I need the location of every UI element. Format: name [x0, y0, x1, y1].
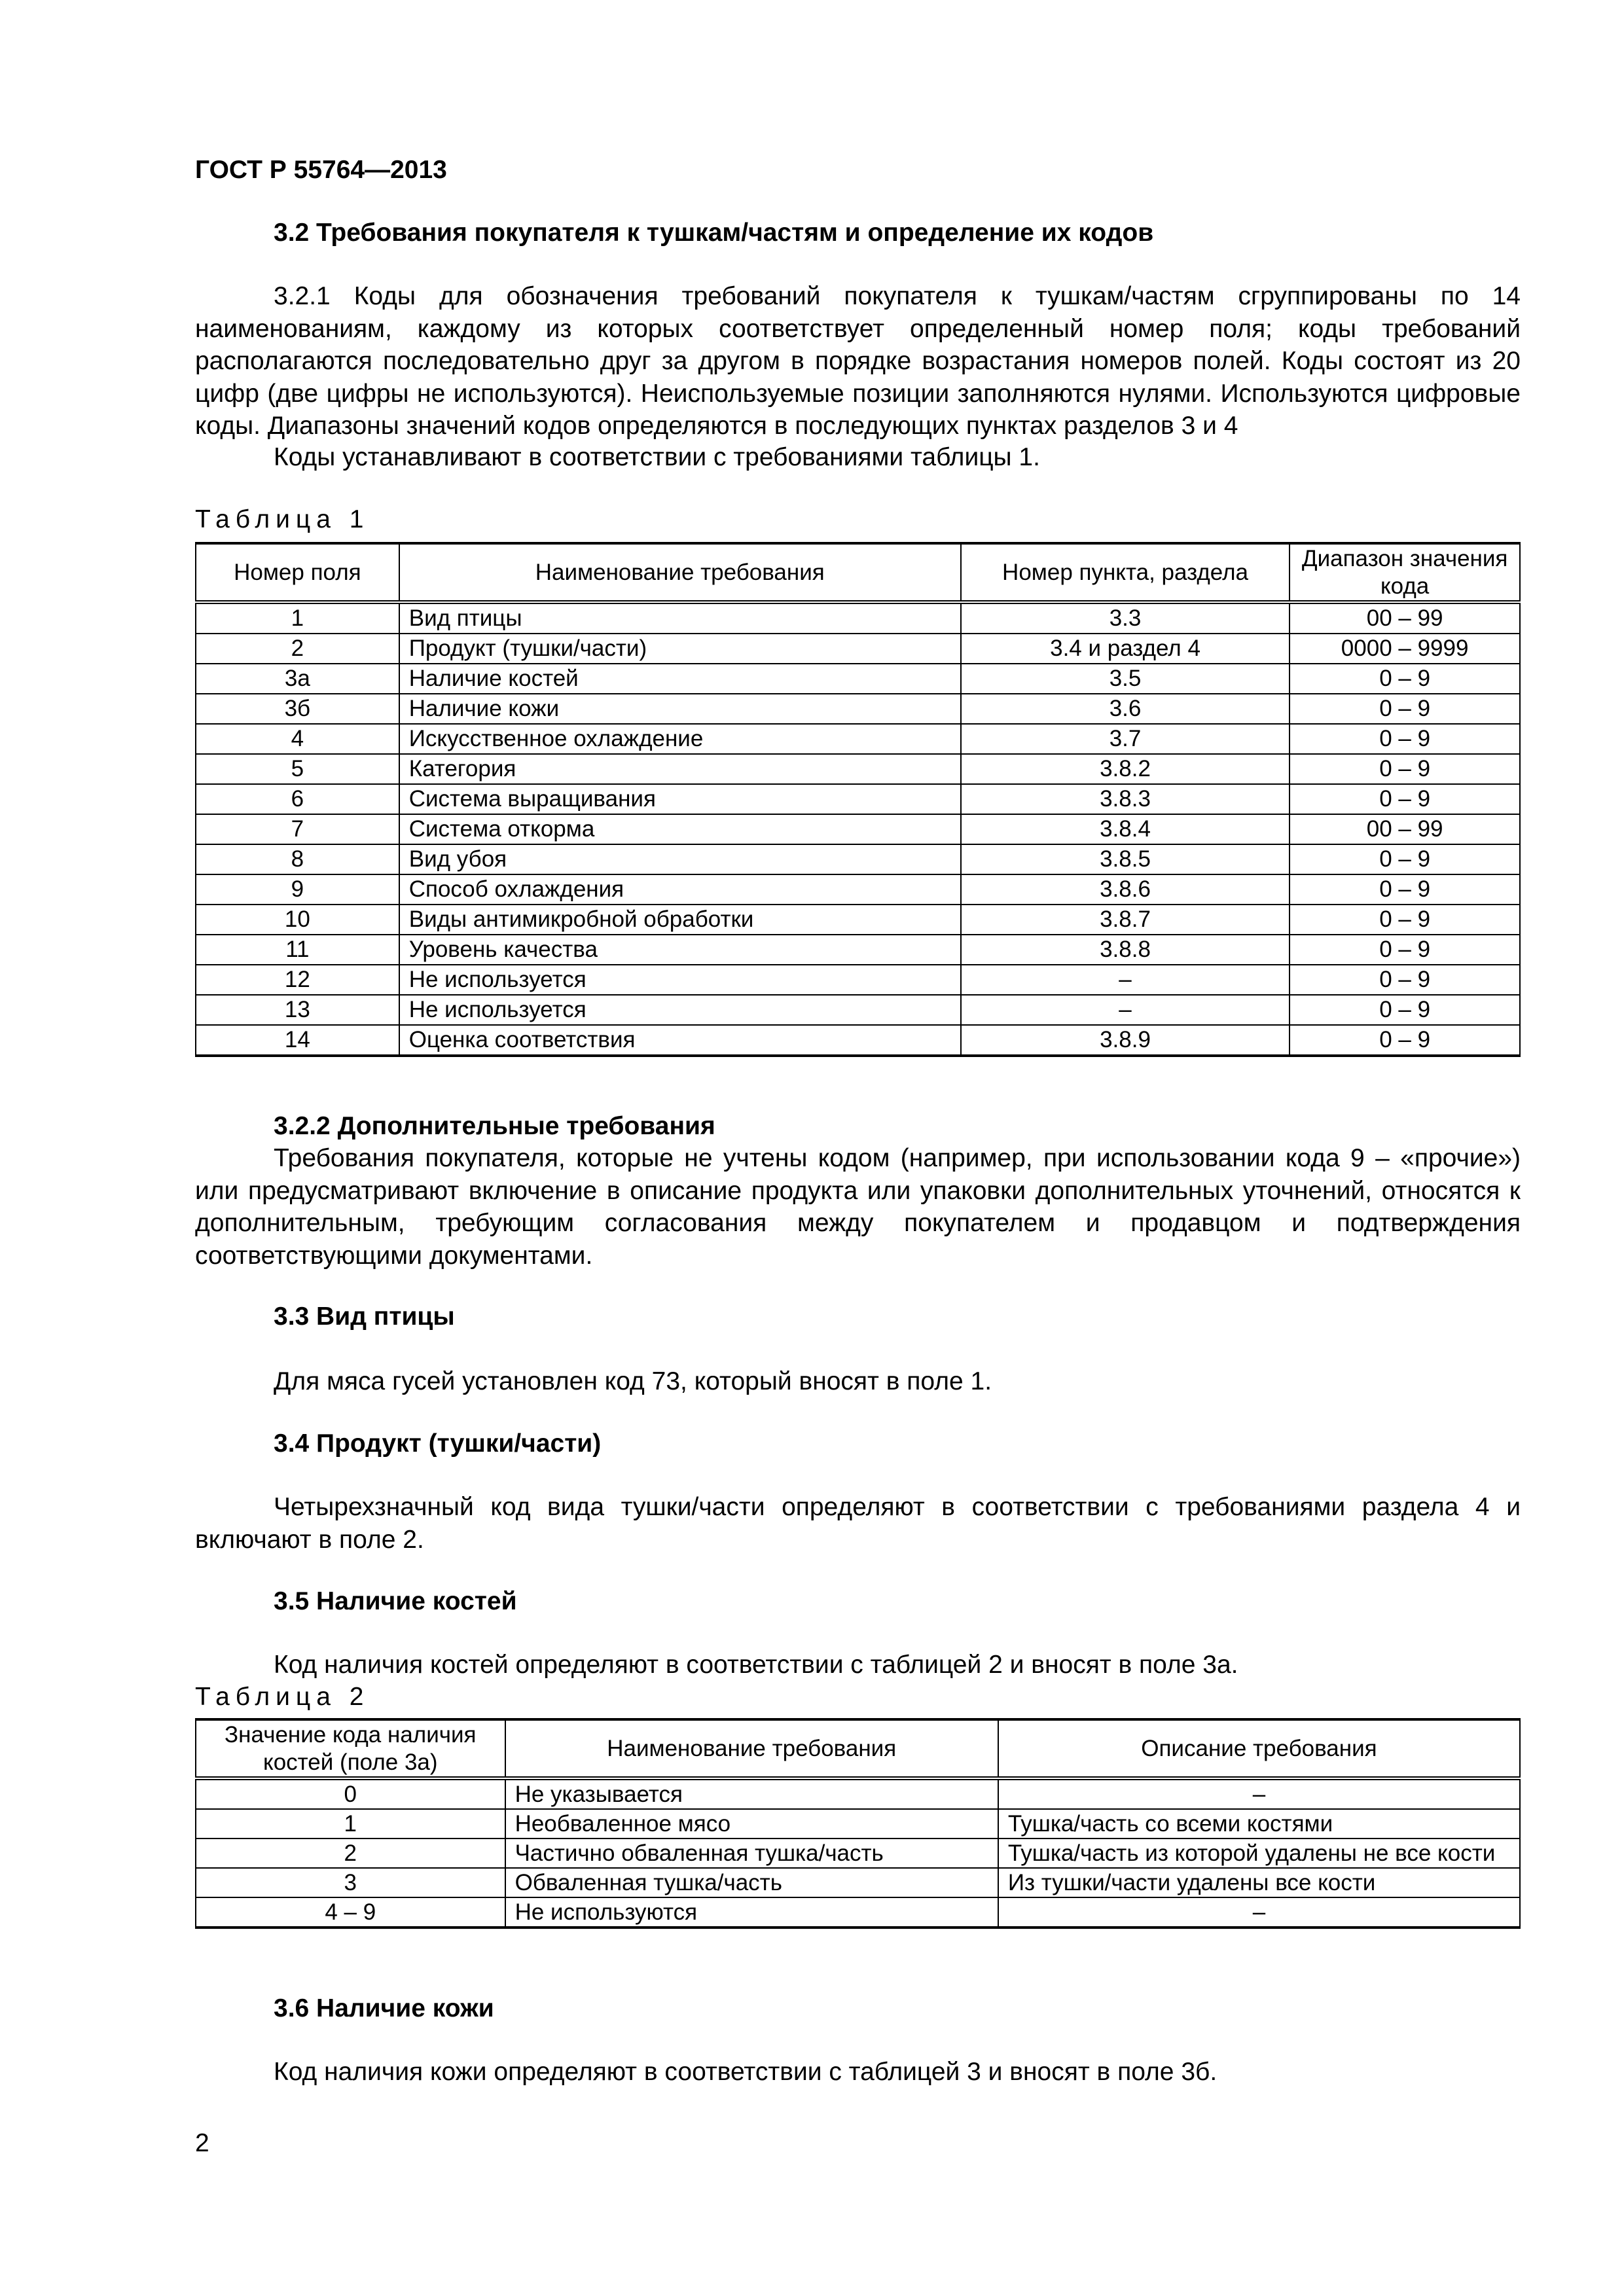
table-cell: Продукт (тушки/части): [399, 634, 961, 664]
table-cell: 3.8.5: [961, 844, 1290, 874]
document-header: ГОСТ Р 55764—2013: [195, 156, 447, 184]
table-cell: 3.8.2: [961, 754, 1290, 784]
table-cell: 0 – 9: [1290, 694, 1520, 724]
table-cell: 1: [196, 602, 399, 634]
table-cell: 0000 – 9999: [1290, 634, 1520, 664]
page-number: 2: [195, 2129, 209, 2157]
table-cell: Не используются: [505, 1897, 998, 1928]
section-3-3-paragraph: Для мяса гусей установлен код 73, который вносят в поле 1.: [274, 1367, 992, 1395]
table-cell: –: [961, 995, 1290, 1025]
table-cell: Система откорма: [399, 814, 961, 844]
table-cell: Вид убоя: [399, 844, 961, 874]
table-cell: 3.8.7: [961, 905, 1290, 935]
table-cell: 11: [196, 935, 399, 965]
table-2-header: Описание требования: [998, 1719, 1520, 1778]
table-row: [196, 1839, 1520, 1868]
table-cell: 0 – 9: [1290, 724, 1520, 754]
table-row: [196, 634, 1520, 664]
section-3-6-heading: 3.6 Наличие кожи: [274, 1994, 494, 2022]
section-3-3-heading: 3.3 Вид птицы: [274, 1302, 455, 1331]
table-row: [196, 664, 1520, 694]
table-cell: 1: [196, 1809, 505, 1839]
table-cell: 8: [196, 844, 399, 874]
section-3-2-heading: 3.2 Требования покупателя к тушкам/частям и определение их кодов: [274, 219, 1154, 247]
section-3-5-heading: 3.5 Наличие костей: [274, 1587, 517, 1615]
table-cell: 3.6: [961, 694, 1290, 724]
table-cell: 3.3: [961, 602, 1290, 634]
table-cell: Наличие костей: [399, 664, 961, 694]
table-1: [195, 542, 1521, 1057]
table-cell: Система выращивания: [399, 784, 961, 814]
section-3-2-1-paragraph: 3.2.1 Коды для обозначения требований покупателя к тушкам/частям сгруппированы по 14 наименованиям, каждому из которых соответствует определенный номер поля; коды требований располагаются последовательно друг за другом в порядке возрастания номеров полей. Коды состоят из 20 цифр (две цифры не используются). Неиспользуемые позиции заполняются нулями. Используются цифровые коды. Диапазоны значений кодов определяются в последующих пунктах разделов 3 и 4: [195, 282, 1521, 440]
table-cell: 0 – 9: [1290, 995, 1520, 1025]
table-row: [196, 1025, 1520, 1056]
table-row: [196, 724, 1520, 754]
table-cell: 0: [196, 1778, 505, 1809]
table-cell: 13: [196, 995, 399, 1025]
table-cell: Уровень качества: [399, 935, 961, 965]
table-cell: Виды антимикробной обработки: [399, 905, 961, 935]
table-cell: 3.5: [961, 664, 1290, 694]
table-row: [196, 694, 1520, 724]
table-cell: 3.8.8: [961, 935, 1290, 965]
table-cell: 0 – 9: [1290, 965, 1520, 995]
table-2-caption: Таблица 2: [195, 1683, 370, 1711]
table-cell: 2: [196, 634, 399, 664]
table-cell: Не используется: [399, 965, 961, 995]
table-row: [196, 1778, 1520, 1809]
section-3-4-paragraph: Четырехзначный код вида тушки/части определяют в соответствии с требованиями раздела 4 и включают в поле 2.: [195, 1493, 1521, 1554]
table-cell: 14: [196, 1025, 399, 1056]
table-cell: 0 – 9: [1290, 664, 1520, 694]
section-3-5-paragraph: Код наличия костей определяют в соответствии с таблицей 2 и вносят в поле 3а.: [274, 1651, 1238, 1679]
table-cell: 0 – 9: [1290, 905, 1520, 935]
table-1-caption: Таблица 1: [195, 505, 370, 533]
table-cell: –: [998, 1778, 1520, 1809]
table-cell: 12: [196, 965, 399, 995]
table-cell: 3.8.9: [961, 1025, 1290, 1056]
table-cell: 9: [196, 874, 399, 905]
table-row: [196, 754, 1520, 784]
section-3-2-2-heading: 3.2.2 Дополнительные требования: [274, 1112, 715, 1140]
table-cell: 4 – 9: [196, 1897, 505, 1928]
table-row: [196, 1809, 1520, 1839]
table-cell: 0 – 9: [1290, 1025, 1520, 1056]
table-cell: Из тушки/части удалены все кости: [998, 1868, 1520, 1897]
table-cell: Вид птицы: [399, 602, 961, 634]
table-cell: 00 – 99: [1290, 814, 1520, 844]
table-cell: 0 – 9: [1290, 754, 1520, 784]
table-cell: 7: [196, 814, 399, 844]
table-cell: –: [998, 1897, 1520, 1928]
table-cell: Частично обваленная тушка/часть: [505, 1839, 998, 1868]
table-row: [196, 874, 1520, 905]
section-3-6-paragraph: Код наличия кожи определяют в соответствии с таблицей 3 и вносят в поле 3б.: [274, 2058, 1218, 2086]
table-cell: 3.8.3: [961, 784, 1290, 814]
table-cell: 0 – 9: [1290, 784, 1520, 814]
table-1-header: Диапазон значения кода: [1290, 543, 1520, 602]
table-row: [196, 784, 1520, 814]
table-cell: 00 – 99: [1290, 602, 1520, 634]
table-cell: Не указывается: [505, 1778, 998, 1809]
table-1-header: Наименование требования: [399, 543, 961, 602]
table-cell: 2: [196, 1839, 505, 1868]
table-row: [196, 844, 1520, 874]
table-cell: 3.7: [961, 724, 1290, 754]
table-2-header: Наименование требования: [505, 1719, 998, 1778]
table-cell: Категория: [399, 754, 961, 784]
table-row: [196, 602, 1520, 634]
table-row: [196, 905, 1520, 935]
table-cell: 5: [196, 754, 399, 784]
table-row: [196, 965, 1520, 995]
table-cell: Обваленная тушка/часть: [505, 1868, 998, 1897]
table-cell: Не используется: [399, 995, 961, 1025]
table-cell: 4: [196, 724, 399, 754]
table-cell: Тушка/часть из которой удалены не все кости: [998, 1839, 1520, 1868]
table-cell: Наличие кожи: [399, 694, 961, 724]
table-row: [196, 1868, 1520, 1897]
table-cell: 0 – 9: [1290, 844, 1520, 874]
table-cell: –: [961, 965, 1290, 995]
table-cell: 6: [196, 784, 399, 814]
table-cell: Искусственное охлаждение: [399, 724, 961, 754]
table-1-header: Номер поля: [196, 543, 399, 602]
table-cell: 0 – 9: [1290, 935, 1520, 965]
table-cell: 3б: [196, 694, 399, 724]
table-cell: 10: [196, 905, 399, 935]
table-2: [195, 1718, 1521, 1929]
table-row: [196, 1897, 1520, 1928]
table-cell: 3: [196, 1868, 505, 1897]
table-2-header: Значение кода наличия костей (поле 3а): [196, 1719, 505, 1778]
table-cell: Тушка/часть со всеми костями: [998, 1809, 1520, 1839]
section-3-2-2-paragraph: Требования покупателя, которые не учтены кодом (например, при использовании кода 9 – «прочие») или предусматривают включение в описание продукта или упаковки дополнительных уточнений, относятся к дополнительным, требующим согласования между покупателем и продавцом и подтверждения соответствующими документами.: [195, 1144, 1521, 1270]
table-cell: Способ охлаждения: [399, 874, 961, 905]
codes-paragraph: Коды устанавливают в соответствии с требованиями таблицы 1.: [274, 443, 1040, 471]
table-cell: Оценка соответствия: [399, 1025, 961, 1056]
table-cell: 3.8.4: [961, 814, 1290, 844]
table-row: [196, 935, 1520, 965]
table-row: [196, 814, 1520, 844]
table-cell: 3.8.6: [961, 874, 1290, 905]
table-cell: 3.4 и раздел 4: [961, 634, 1290, 664]
table-1-header: Номер пункта, раздела: [961, 543, 1290, 602]
table-cell: Необваленное мясо: [505, 1809, 998, 1839]
table-row: [196, 995, 1520, 1025]
table-cell: 0 – 9: [1290, 874, 1520, 905]
section-3-4-heading: 3.4 Продукт (тушки/части): [274, 1429, 602, 1458]
table-cell: 3а: [196, 664, 399, 694]
